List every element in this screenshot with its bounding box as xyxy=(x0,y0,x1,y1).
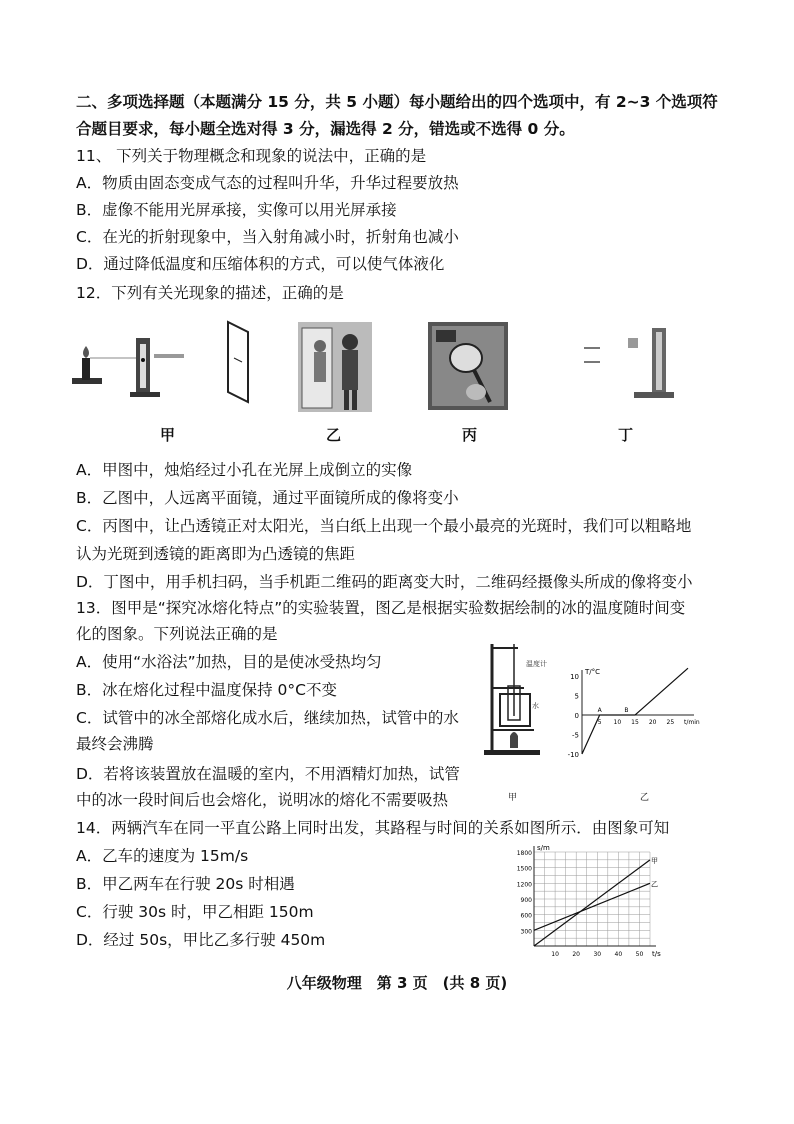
q13-temperature-chart xyxy=(560,664,700,764)
q13-stem-line1: 13．图甲是“探究冰熔化特点”的实验装置，图乙是根据实验数据绘制的冰的温度随时间变 xyxy=(76,599,686,617)
x-tick-label: 20 xyxy=(572,951,581,958)
svg-text:温度计: 温度计 xyxy=(526,660,547,668)
q13-stem-line2: 化的图象。下列说法正确的是 xyxy=(76,625,278,643)
y-tick-label: 0 xyxy=(574,712,579,720)
point-label-b: B xyxy=(624,707,629,714)
q14-option-a: A．乙车的速度为 15m/s xyxy=(76,847,249,865)
y-tick-label: -10 xyxy=(567,751,579,759)
x-tick-label: 15 xyxy=(631,719,639,726)
q12-caption-bing: 丙 xyxy=(462,426,478,444)
page-footer: 八年级物理 第 3 页 (共 8 页) xyxy=(286,974,508,992)
q13-option-d-line1: D．若将该装置放在温暖的室内，不用酒精灯加热，试管 xyxy=(76,765,460,783)
q14-distance-chart xyxy=(508,842,668,964)
q13-apparatus xyxy=(478,636,548,772)
y-tick-label: 1200 xyxy=(516,881,532,889)
x-tick-label: 20 xyxy=(648,719,657,726)
q11-stem: 11、 下列关于物理概念和现象的说法中，正确的是 xyxy=(76,147,427,165)
x-tick-label: 25 xyxy=(666,719,675,726)
x-tick-label: 50 xyxy=(635,951,644,958)
q12-caption-yi: 乙 xyxy=(326,426,342,444)
q14-option-b: B．甲乙两车在行驶 20s 时相遇 xyxy=(76,875,295,893)
q12-figure-jia xyxy=(70,318,200,408)
y-tick-label: 1500 xyxy=(516,865,532,873)
q12-figure-mirror xyxy=(218,318,258,408)
x-axis-unit: t/s xyxy=(652,950,661,958)
section-heading-line1: 二、多项选择题（本题满分 15 分，共 5 小题）每小题给出的四个选项中，有 2~3 个选项符 xyxy=(76,93,718,111)
q13-option-b: B．冰在熔化过程中温度保持 0°C不变 xyxy=(76,681,337,699)
q12-caption-ding: 丁 xyxy=(618,426,634,444)
q12-option-c-line2: 认为光斑到透镜的距离即为凸透镜的焦距 xyxy=(76,545,356,563)
q12-figure-ding xyxy=(578,318,678,410)
q13-option-c-line1: C．试管中的冰全部熔化成水后，继续加热，试管中的水 xyxy=(76,709,459,727)
x-tick-label: 30 xyxy=(593,951,602,958)
q12-option-a: A．甲图中，烛焰经过小孔在光屏上成倒立的实像 xyxy=(76,461,413,479)
y-tick-label: 600 xyxy=(520,912,532,920)
q13-figure-caption-yi: 乙 xyxy=(640,793,650,803)
q12-option-c-line1: C．丙图中，让凸透镜正对太阳光，当白纸上出现一个最小最亮的光斑时，我们可以粗略地 xyxy=(76,517,692,535)
series-line-jia xyxy=(534,860,650,946)
y-tick-label: 900 xyxy=(520,897,532,904)
y-tick-label: -5 xyxy=(572,731,579,740)
x-tick-label: 10 xyxy=(551,951,559,958)
x-tick-label: 10 xyxy=(613,719,622,726)
y-axis-unit: s/m xyxy=(537,844,550,852)
q12-figure-yi xyxy=(298,322,372,412)
x-tick-label: 40 xyxy=(614,951,623,958)
q13-option-c-line2: 最终会沸腾 xyxy=(76,735,154,753)
svg-text:水: 水 xyxy=(532,702,539,710)
q11-option-b: B．虚像不能用光屏承接，实像可以用光屏承接 xyxy=(76,201,397,219)
q13-option-a: A．使用“水浴法”加热，目的是使冰受热均匀 xyxy=(76,653,382,671)
q12-stem: 12．下列有关光现象的描述，正确的是 xyxy=(76,284,344,302)
y-tick-label: 1800 xyxy=(516,850,532,857)
q11-option-d: D．通过降低温度和压缩体积的方式，可以使气体液化 xyxy=(76,255,445,273)
series-label-yi: 乙 xyxy=(651,880,658,889)
q14-option-c: C．行驶 30s 时，甲乙相距 150m xyxy=(76,903,314,921)
y-tick-label: 5 xyxy=(574,692,579,701)
x-tick-label: 5 xyxy=(597,719,602,726)
y-tick-label: 10 xyxy=(570,673,579,681)
y-axis-unit: T/°C xyxy=(585,668,601,676)
q11-option-a: A．物质由固态变成气态的过程叫升华，升华过程要放热 xyxy=(76,174,459,192)
q12-option-d: D．丁图中，用手机扫码，当手机距二维码的距离变大时，二维码经摄像头所成的像将变小 xyxy=(76,573,693,591)
q11-option-c: C．在光的折射现象中，当入射角减小时，折射角也减小 xyxy=(76,228,459,246)
x-axis-unit: t/min xyxy=(684,719,700,726)
y-tick-label: 300 xyxy=(520,928,532,936)
q13-option-d-line2: 中的冰一段时间后也会熔化，说明冰的熔化不需要吸热 xyxy=(76,791,449,809)
q12-caption-jia: 甲 xyxy=(160,426,176,444)
q14-stem: 14．两辆汽车在同一平直公路上同时出发，其路程与时间的关系如图所示．由图象可知 xyxy=(76,819,670,837)
series-label-jia: 甲 xyxy=(651,856,658,865)
q14-option-d: D．经过 50s，甲比乙多行驶 450m xyxy=(76,931,326,949)
section-heading-line2: 合题目要求，每小题全选对得 3 分，漏选得 2 分，错选或不选得 0 分。 xyxy=(76,120,575,138)
q12-option-b: B．乙图中，人远离平面镜，通过平面镜所成的像将变小 xyxy=(76,489,459,507)
q12-figure-bing xyxy=(428,322,508,410)
q13-figure-caption-jia: 甲 xyxy=(508,793,518,803)
point-label-a: A xyxy=(597,707,602,714)
